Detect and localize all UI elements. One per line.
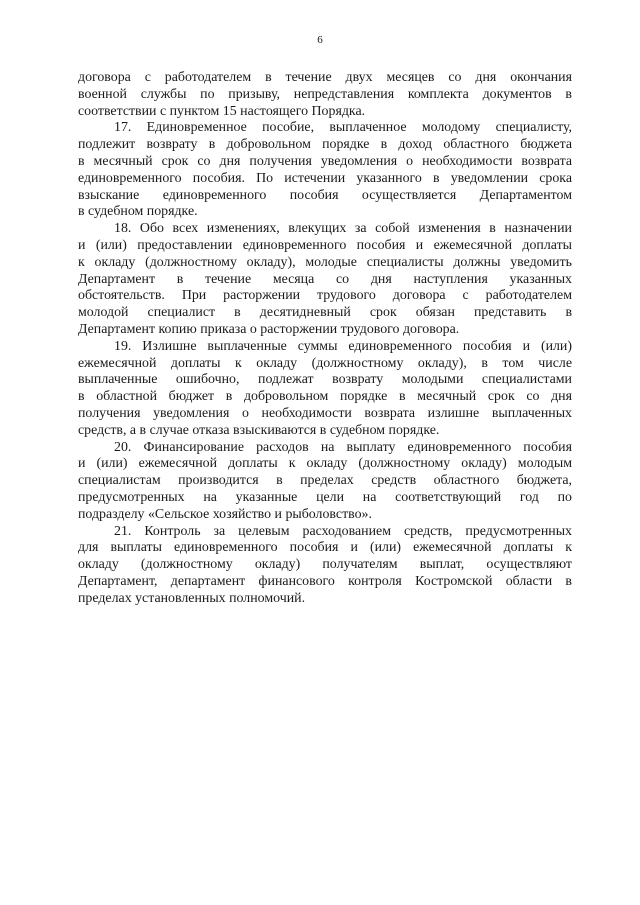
text-line: и (или) ежемесячной доплаты к окладу (должностному окладу) молодым <box>78 456 572 472</box>
text-line: специалистам производится в пределах средств областного бюджета, <box>78 473 572 489</box>
text-line: обстоятельств. При расторжении трудового договора с работодателем <box>78 288 572 304</box>
text-line: в судебном порядке. <box>78 204 198 220</box>
paragraph-18 <box>78 221 572 339</box>
paragraph-16-continuation <box>78 70 572 120</box>
paragraph-17 <box>78 120 572 221</box>
text-line: Департамент, департамент финансового контроля Костромской области в <box>78 573 572 589</box>
text-line: 21. Контроль за целевым расходованием средств, предусмотренных <box>114 523 572 539</box>
text-line: и (или) предоставлении единовременного пособия и ежемесячной доплаты <box>78 237 572 253</box>
text-line: единовременного пособия. По истечении указанного в уведомлении срока <box>78 170 572 186</box>
text-line: Департамент в течение месяца со дня наступления указанных <box>78 271 572 287</box>
text-line: выплаченные ошибочно, подлежат возврату молодыми специалистами <box>78 372 572 388</box>
text-line: в областной бюджет в добровольном порядке в месячный срок со дня <box>78 389 572 405</box>
text-line: окладу (должностному окладу) получателям выплат, осуществляют <box>78 557 572 573</box>
text-line: соответствии с пунктом 15 настоящего Порядка. <box>78 103 366 119</box>
text-line: 17. Единовременное пособие, выплаченное молодому специалисту, <box>114 120 572 136</box>
text-line: в месячный срок со дня получения уведомления о необходимости возврата <box>78 153 572 169</box>
text-line: 19. Излишне выплаченные суммы единовременного пособия и (или) <box>114 338 572 354</box>
text-line: договора с работодателем в течение двух месяцев со дня окончания <box>78 70 572 85</box>
text-line: подразделу «Сельское хозяйство и рыболовство». <box>78 506 372 522</box>
text-line: ежемесячной доплаты к окладу (должностному окладу), в том числе <box>78 355 572 371</box>
text-line: взыскание единовременного пособия осуществляется Департаментом <box>78 187 572 203</box>
text-line: Департамент копию приказа о расторжении трудового договора. <box>78 321 460 337</box>
text-line: получения уведомления о необходимости возврата излишне выплаченных <box>78 405 572 421</box>
text-line: предусмотренных на указанные цели на соответствующий год по <box>78 489 572 505</box>
text-line: подлежит возврату в добровольном порядке в доход областного бюджета <box>78 137 572 153</box>
text-line: 20. Финансирование расходов на выплату единовременного пособия <box>114 439 572 455</box>
paragraph-19 <box>78 339 572 440</box>
paragraph-21 <box>78 524 572 608</box>
page-number: 6 <box>317 34 323 46</box>
document-body <box>78 70 572 608</box>
text-line: для выплаты единовременного пособия и (или) ежемесячной доплаты к <box>78 540 572 556</box>
text-line: военной службы по призыву, непредставления комплекта документов в <box>78 86 572 102</box>
paragraph-20 <box>78 440 572 524</box>
text-line: к окладу (должностному окладу), молодые специалисты должны уведомить <box>78 254 572 270</box>
text-line: молодой специалист в десятидневный срок обязан представить в <box>78 305 572 321</box>
text-line: средств, а в случае отказа взыскиваются в судебном порядке. <box>78 422 440 438</box>
text-line: пределах установленных полномочий. <box>78 590 306 606</box>
text-line: 18. Обо всех изменениях, влекущих за собой изменения в назначении <box>114 221 572 237</box>
